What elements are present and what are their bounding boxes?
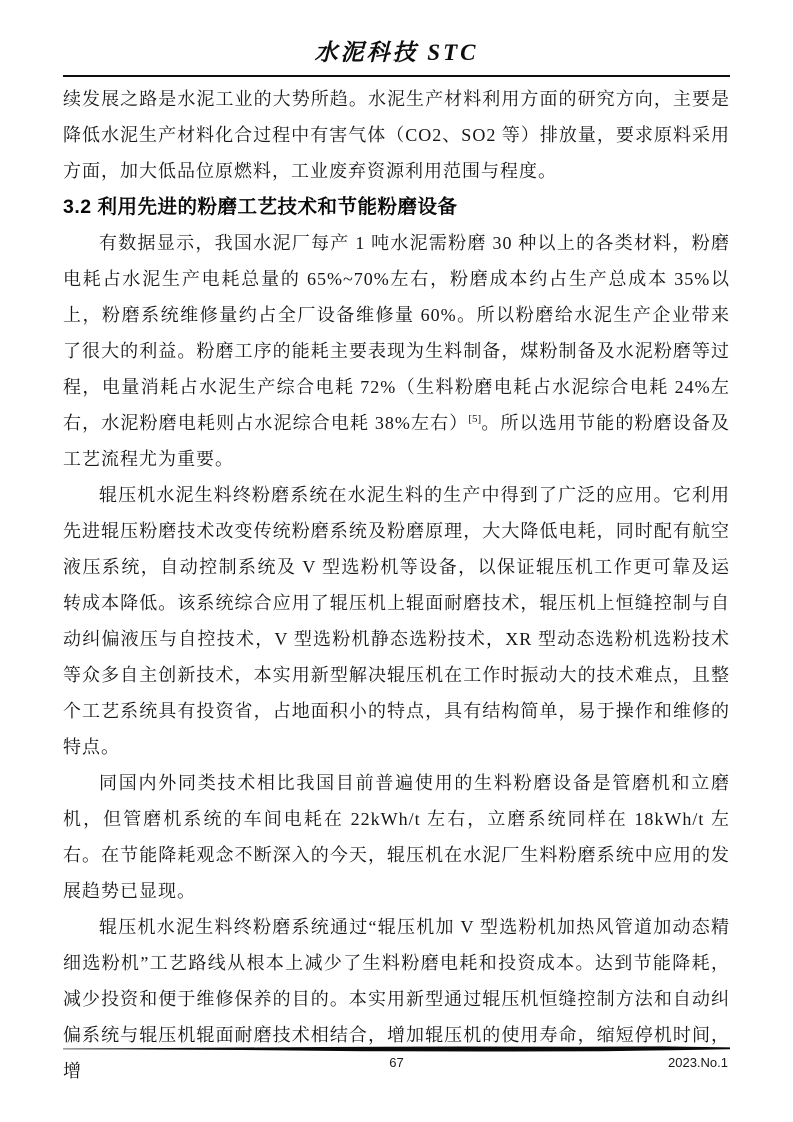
citation-reference-5: [5]	[468, 413, 482, 425]
issue-label: 2023.No.1	[668, 1055, 728, 1070]
paragraph-roller-press-system: 辊压机水泥生料终粉磨系统在水泥生料的生产中得到了广泛的应用。它利用先进辊压粉磨技术改变传统粉磨系统及粉磨原理，大大降低电耗，同时配有航空液压系统，自动控制系统及 V 型选粉机等设备，以保证辊压机工作更可靠及运转成本降低。该系统综合应用了辊压机上辊面耐磨技术，辊压机上恒缝控制与自动纠偏液压与自控技术，V 型选粉机静态选粉技术，XR 型动态选粉机选粉技术等众多自主创新技术，本实用新型解决辊压机在工作时振动大的技术难点，且整个工艺系统具有投资省，占地面积小的特点，具有结构简单，易于操作和维修的特点。	[63, 485, 730, 757]
page-content-area	[63, 0, 730, 1089]
section-heading: 3.2 利用先进的粉磨工艺技术和节能粉磨设备	[63, 196, 458, 218]
footer-row	[63, 1055, 730, 1073]
paragraph-continuation: 续发展之路是水泥工业的大势所趋。水泥生产材料利用方面的研究方向，主要是降低水泥生产材料化合过程中有害气体（CO2、SO2 等）排放量，要求原料采用方面，加大低品位原燃料，工业废弃资源利用范围与程度。	[63, 89, 730, 181]
paragraph-process-route: 辊压机水泥生料终粉磨系统通过“辊压机加 V 型选粉机加热风管道加动态精细选粉机”工艺路线从根本上减少了生料粉磨电耗和投资成本。达到节能降耗，减少投资和便于维修保养的目的。本实用新型通过辊压机恒缝控制方法和自动纠偏系统与辊压机辊面耐磨技术相结合，增加辊压机的使用寿命，缩短停机时间，增	[63, 917, 730, 1081]
header-rule	[63, 75, 730, 77]
article-body	[63, 81, 730, 1089]
footer-rule	[63, 1045, 730, 1053]
page-header	[63, 0, 730, 77]
page-footer	[63, 1045, 730, 1073]
journal-title: 水泥科技 STC	[314, 40, 479, 65]
paragraph-grinding-statistics-tail: 。所以选用节能的粉磨设备及工艺流程尤为重要。	[63, 413, 731, 469]
paragraph-grinding-statistics-text: 有数据显示，我国水泥厂每产 1 吨水泥需粉磨 30 种以上的各类材料，粉磨电耗占水泥生产电耗总量的 65%~70%左右，粉磨成本约占生产总成本 35%以上，粉磨系统维修量约占全厂设备维修量 60%。所以粉磨给水泥生产企业带来了很大的利益。粉磨工序的能耗主要表现为生料制备，煤粉制备及水泥粉磨等过程，电量消耗占水泥生产综合电耗 72%（生料粉磨电耗占水泥综合电耗 24%左右，水泥粉磨电耗则占水泥综合电耗 38%左右）	[63, 233, 730, 433]
paragraph-grinding-statistics	[63, 225, 730, 477]
page-number: 67	[389, 1055, 404, 1070]
paragraph-technology-comparison: 同国内外同类技术相比我国目前普遍使用的生料粉磨设备是管磨机和立磨机，但管磨机系统的车间电耗在 22kWh/t 左右，立磨系统同样在 18kWh/t 左右。在节能降耗观念不断深入的今天，辊压机在水泥厂生料粉磨系统中应用的发展趋势已显现。	[63, 773, 730, 901]
